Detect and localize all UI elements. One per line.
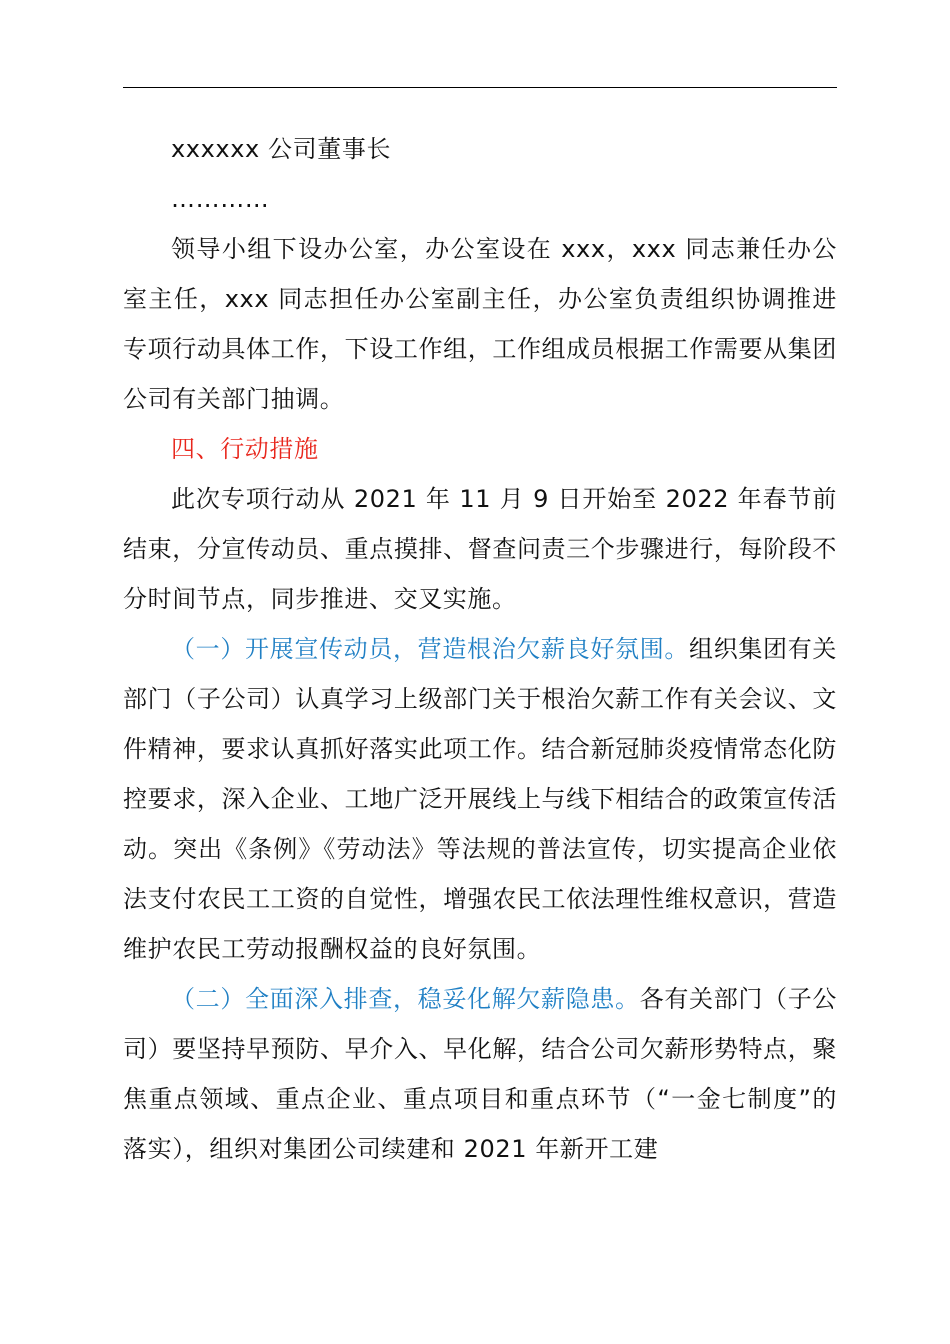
- chairman-line: xxxxxx 公司董事长: [171, 135, 392, 163]
- section-heading: 四、行动措施: [171, 435, 319, 463]
- ellipsis-line: …………: [171, 185, 270, 213]
- subsection-2-body: 各有关部门（子公司）要坚持早预防、早介入、早化解，结合公司欠薪形势特点，聚焦重点领域、重点企业、重点项目和重点环节（“一金七制度”的落实），组织对集团公司续建和 2021 年新开工建: [123, 985, 837, 1163]
- subsection-1: [123, 624, 837, 974]
- office-paragraph: 领导小组下设办公室，办公室设在 xxx，xxx 同志兼任办公室主任，xxx 同志担任办公室副主任，办公室负责组织协调推进专项行动具体工作，下设工作组，工作组成员根据工作需要从集团公司有关部门抽调。: [123, 235, 837, 413]
- subsection-2-heading: （二）全面深入排查，稳妥化解欠薪隐患。: [171, 985, 640, 1013]
- header-rule: [123, 87, 837, 88]
- section-intro: 此次专项行动从 2021 年 11 月 9 日开始至 2022 年春节前结束，分宣传动员、重点摸排、督查问责三个步骤进行，每阶段不分时间节点，同步推进、交叉实施。: [123, 485, 837, 613]
- subsection-1-heading: （一）开展宣传动员，营造根治欠薪良好氛围。: [171, 635, 690, 663]
- subsection-1-body: 组织集团有关部门（子公司）认真学习上级部门关于根治欠薪工作有关会议、文件精神，要求认真抓好落实此项工作。结合新冠肺炎疫情常态化防控要求，深入企业、工地广泛开展线上与线下相结合的政策宣传活动。突出《条例》《劳动法》等法规的普法宣传，切实提高企业依法支付农民工工资的自觉性，增强农民工依法理性维权意识，营造维护农民工劳动报酬权益的良好氛围。: [123, 635, 837, 963]
- subsection-2: [123, 974, 837, 1174]
- document-body: [123, 124, 837, 1174]
